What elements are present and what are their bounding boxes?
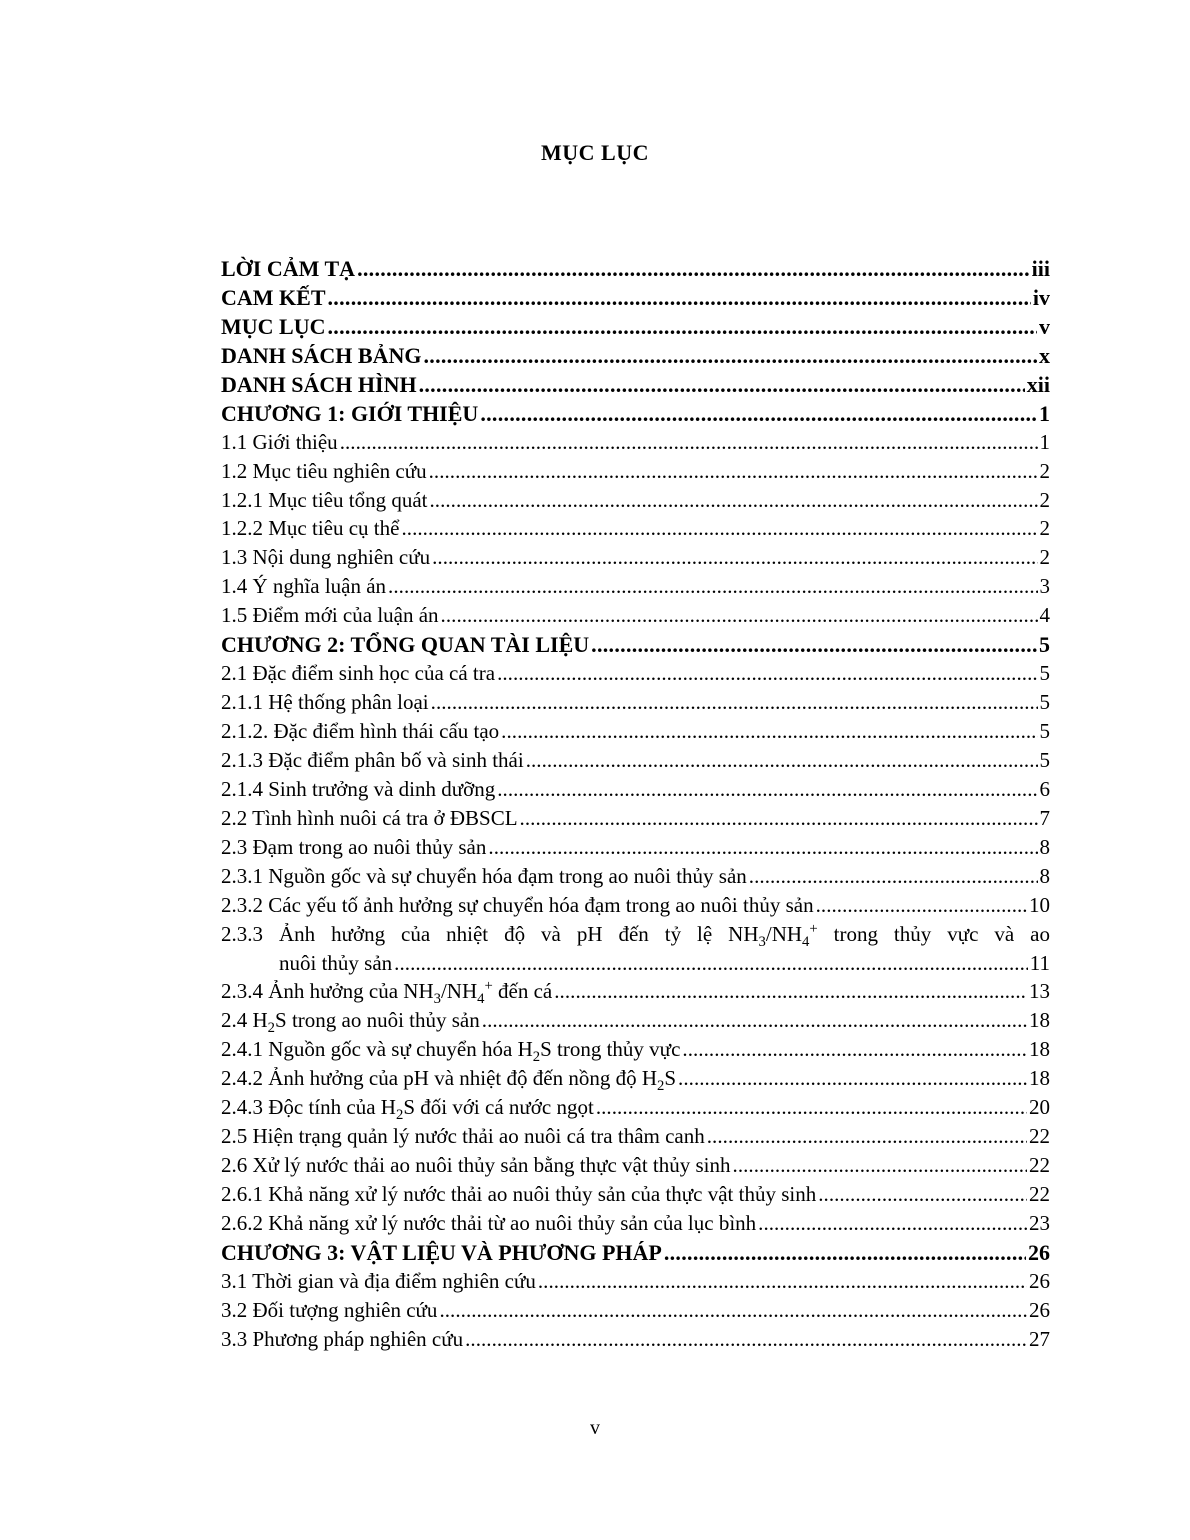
toc-entry[interactable] bbox=[221, 488, 1050, 517]
toc-entry-2-3-4[interactable] bbox=[221, 979, 1050, 1008]
toc-entry-page: 18 bbox=[1029, 1066, 1050, 1091]
toc-entry-page: 22 bbox=[1029, 1124, 1050, 1149]
leader-dots bbox=[488, 835, 1037, 860]
toc-entry-label: 2.1.4 Sinh trưởng và dinh dưỡng bbox=[221, 776, 496, 801]
leader-dots bbox=[401, 516, 1037, 541]
leader-dots bbox=[707, 1124, 1027, 1149]
toc-entry-label: CHƯƠNG 3: VẬT LIỆU VÀ PHƯƠNG PHÁP bbox=[221, 1239, 662, 1265]
toc-entry-label: 1.3 Nội dung nghiên cứu bbox=[221, 545, 431, 570]
leader-dots bbox=[419, 372, 1025, 398]
toc-entry-2-3-3-line2[interactable] bbox=[221, 951, 1050, 980]
toc-chapter-entry[interactable] bbox=[221, 314, 1050, 343]
leader-dots bbox=[423, 343, 1037, 369]
toc-entry[interactable] bbox=[221, 1153, 1050, 1182]
leader-dots bbox=[664, 1240, 1026, 1266]
leader-dots bbox=[501, 719, 1037, 744]
toc-entry-page: 5 bbox=[1039, 719, 1050, 743]
leader-dots bbox=[431, 690, 1038, 715]
toc-entry-label: 2.1.2. Đặc điểm hình thái cấu tạo bbox=[221, 719, 500, 743]
leader-dots bbox=[816, 893, 1027, 918]
toc-entry-label: 2.6.1 Khả năng xử lý nước thải ao nuôi thủy sản của thực vật thủy sinh bbox=[221, 1182, 817, 1206]
toc-entry[interactable] bbox=[221, 806, 1050, 835]
leader-dots bbox=[538, 1269, 1027, 1294]
toc-entry[interactable] bbox=[221, 777, 1050, 806]
toc-entry-label: 2.3.4 Ảnh hưởng của $NH_3/NH_4^+$ đến cá bbox=[221, 978, 553, 1008]
leader-dots bbox=[441, 603, 1038, 628]
page-title: MỤC LỤC bbox=[541, 140, 649, 165]
toc-entry-label: nuôi thủy sản bbox=[279, 950, 393, 975]
page-number-footer: v bbox=[590, 1417, 600, 1439]
toc-entry-page: 1 bbox=[1039, 400, 1050, 426]
toc-entry[interactable] bbox=[221, 459, 1050, 488]
toc-entry-page: x bbox=[1039, 342, 1050, 368]
leader-dots bbox=[439, 1298, 1027, 1323]
toc-entry[interactable] bbox=[221, 748, 1050, 777]
toc-entry[interactable] bbox=[221, 545, 1050, 574]
toc-entry-label: DANH SÁCH BẢNG bbox=[221, 342, 422, 368]
toc-entry-page: 5 bbox=[1039, 747, 1050, 772]
toc-entry-page: 5 bbox=[1039, 632, 1050, 658]
toc-entry[interactable] bbox=[221, 516, 1050, 545]
toc-entry-label: 2.4.2 Ảnh hưởng của pH và nhiệt độ đến nồng độ $H_2S$ bbox=[221, 1066, 677, 1095]
toc-entry-page: 8 bbox=[1039, 834, 1050, 859]
toc-entry-label: LỜI CẢM TẠ bbox=[221, 256, 356, 281]
toc-entry-page: iii bbox=[1031, 256, 1050, 281]
toc-entry-page: 8 bbox=[1039, 863, 1050, 888]
toc-entry-label: 2.3.1 Nguồn gốc và sự chuyển hóa đạm trong ao nuôi thủy sản bbox=[221, 863, 747, 888]
leader-dots bbox=[758, 1211, 1027, 1236]
toc-entry-label: MỤC LỤC bbox=[221, 313, 326, 339]
leader-dots bbox=[388, 574, 1037, 599]
leader-dots bbox=[733, 1153, 1027, 1178]
leader-dots bbox=[554, 979, 1027, 1004]
toc-entry[interactable] bbox=[221, 1182, 1050, 1211]
toc-entry-label: 2.6 Xử lý nước thải ao nuôi thủy sản bằng thực vật thủy sinh bbox=[221, 1153, 731, 1178]
table-of-contents bbox=[221, 256, 1050, 1356]
toc-entry-label: 1.1 Giới thiệu bbox=[221, 429, 338, 454]
leader-dots bbox=[678, 1066, 1027, 1091]
leader-dots bbox=[596, 1095, 1027, 1120]
toc-entry-page: 2 bbox=[1039, 516, 1050, 541]
toc-entry-label: 1.2.2 Mục tiêu cụ thể bbox=[221, 516, 400, 541]
leader-dots bbox=[520, 806, 1038, 831]
toc-entry[interactable] bbox=[221, 1124, 1050, 1153]
toc-entry-page: 26 bbox=[1028, 1239, 1050, 1265]
toc-head-group bbox=[221, 256, 1050, 922]
toc-entry-label: 2.6.2 Khả năng xử lý nước thải từ ao nuôi thủy sản của lục bình bbox=[221, 1210, 757, 1235]
toc-entry-page: 3 bbox=[1039, 574, 1050, 599]
toc-chapter-entry[interactable] bbox=[221, 1240, 1050, 1269]
toc-entry-label: 2.4.3 Độc tính của $H_2S$ đối với cá nước ngọt bbox=[221, 1095, 594, 1124]
toc-entry-page: 1 bbox=[1039, 429, 1050, 454]
toc-entry-page: 4 bbox=[1039, 603, 1050, 628]
toc-entry-label: 2.4 $H_2S$ trong ao nuôi thủy sản bbox=[221, 1008, 480, 1037]
toc-entry-label: CHƯƠNG 2: TỔNG QUAN TÀI LIỆU bbox=[221, 632, 590, 658]
toc-chapter-entry[interactable] bbox=[221, 343, 1050, 372]
toc-entry-page: iv bbox=[1032, 284, 1050, 310]
toc-entry-label: 1.5 Điểm mới của luận án bbox=[221, 603, 439, 628]
toc-chapter-entry[interactable] bbox=[221, 632, 1050, 661]
toc-entry-label: 2.1 Đặc điểm sinh học của cá tra bbox=[221, 661, 496, 686]
toc-entry-page: 26 bbox=[1029, 1268, 1050, 1293]
toc-entry-page: 13 bbox=[1029, 979, 1050, 1004]
toc-entry-label: DANH SÁCH HÌNH bbox=[221, 371, 417, 397]
toc-entry-page: 5 bbox=[1039, 690, 1050, 715]
toc-entry-label: 3.3 Phương pháp nghiên cứu bbox=[221, 1326, 464, 1351]
toc-entry-label: 3.1 Thời gian và địa điểm nghiên cứu bbox=[221, 1268, 536, 1293]
toc-entry-label: 2.1.1 Hệ thống phân loại bbox=[221, 690, 429, 715]
toc-chapter-entry[interactable] bbox=[221, 285, 1050, 314]
toc-entry-label: 2.3.3 Ảnh hưởng của nhiệt độ và pH đến tỷ lệ $NH_3/NH_4^+$ trong thủy vực và ao bbox=[221, 920, 1050, 950]
toc-entry[interactable] bbox=[221, 1298, 1050, 1327]
toc-entry[interactable] bbox=[221, 1211, 1050, 1240]
toc-entry[interactable] bbox=[221, 835, 1050, 864]
toc-entry[interactable] bbox=[221, 574, 1050, 603]
toc-chapter-entry[interactable] bbox=[221, 256, 1050, 285]
toc-entry-label: 1.2.1 Mục tiêu tổng quát bbox=[221, 487, 428, 512]
toc-entry-page: 22 bbox=[1029, 1182, 1050, 1206]
toc-entry-2-4-3[interactable] bbox=[221, 1095, 1050, 1124]
leader-dots bbox=[394, 951, 1028, 976]
leader-dots bbox=[749, 864, 1038, 889]
toc-entry-2-3-3-line1[interactable] bbox=[221, 922, 1050, 951]
toc-entry[interactable] bbox=[221, 893, 1050, 922]
toc-entry-2-4[interactable] bbox=[221, 1008, 1050, 1037]
leader-dots bbox=[591, 632, 1037, 658]
toc-entry-page: 20 bbox=[1029, 1095, 1050, 1120]
toc-entry[interactable] bbox=[221, 603, 1050, 632]
leader-dots bbox=[465, 1327, 1027, 1352]
toc-entry-label: 2.5 Hiện trạng quản lý nước thải ao nuôi cá tra thâm canh bbox=[221, 1124, 705, 1149]
leader-dots bbox=[482, 1008, 1027, 1033]
leader-dots bbox=[328, 314, 1038, 340]
toc-entry-page: 7 bbox=[1039, 805, 1050, 830]
toc-entry-label: 2.4.1 Nguồn gốc và sự chuyển hóa $H_2S$ trong thủy vực bbox=[221, 1037, 681, 1066]
leader-dots bbox=[682, 1037, 1027, 1062]
toc-entry-label: 1.4 Ý nghĩa luận án bbox=[221, 574, 387, 599]
toc-entry-page: 26 bbox=[1029, 1297, 1050, 1322]
toc-entry-page: 22 bbox=[1029, 1153, 1050, 1178]
toc-entry-page: 2 bbox=[1039, 545, 1050, 570]
toc-entry[interactable] bbox=[221, 719, 1050, 748]
toc-entry[interactable] bbox=[221, 430, 1050, 459]
leader-dots bbox=[526, 748, 1038, 773]
toc-entry-page: 27 bbox=[1029, 1326, 1050, 1351]
leader-dots bbox=[429, 488, 1037, 513]
toc-entry[interactable] bbox=[221, 690, 1050, 719]
leader-dots bbox=[497, 777, 1037, 802]
leader-dots bbox=[328, 285, 1031, 311]
toc-entry-page: 23 bbox=[1029, 1210, 1050, 1235]
toc-entry-page: 10 bbox=[1029, 892, 1050, 917]
toc-entry-page: 11 bbox=[1029, 950, 1050, 975]
toc-entry-page: 18 bbox=[1029, 1008, 1050, 1033]
toc-entry-label: CAM KẾT bbox=[221, 284, 326, 310]
toc-entry-page: 2 bbox=[1039, 487, 1050, 512]
toc-entry-label: 1.2 Mục tiêu nghiên cứu bbox=[221, 458, 427, 483]
toc-entry-label: 2.1.3 Đặc điểm phân bố và sinh thái bbox=[221, 747, 524, 772]
toc-entry[interactable] bbox=[221, 1269, 1050, 1298]
leader-dots bbox=[357, 256, 1030, 282]
leader-dots bbox=[432, 545, 1037, 570]
toc-entry-page: 18 bbox=[1029, 1037, 1050, 1062]
toc-entry-2-4-2[interactable] bbox=[221, 1066, 1050, 1095]
leader-dots bbox=[340, 430, 1038, 455]
toc-chapter-entry[interactable] bbox=[221, 401, 1050, 430]
toc-chapter-entry[interactable] bbox=[221, 372, 1050, 401]
toc-entry-label: 2.2 Tình hình nuôi cá tra ở ĐBSCL bbox=[221, 805, 518, 830]
toc-entry[interactable] bbox=[221, 661, 1050, 690]
toc-entry-label: 2.3 Đạm trong ao nuôi thủy sản bbox=[221, 834, 487, 859]
toc-entry-page: 5 bbox=[1039, 661, 1050, 686]
toc-entry-2-4-1[interactable] bbox=[221, 1037, 1050, 1066]
toc-entry-page: xii bbox=[1026, 371, 1050, 397]
toc-entry[interactable] bbox=[221, 864, 1050, 893]
leader-dots bbox=[480, 401, 1037, 427]
toc-entry-page: 6 bbox=[1039, 776, 1050, 801]
toc-entry-label: 3.2 Đối tượng nghiên cứu bbox=[221, 1297, 438, 1322]
toc-entry-page: 2 bbox=[1039, 458, 1050, 483]
toc-tail-group bbox=[221, 1124, 1050, 1356]
toc-entry[interactable] bbox=[221, 1327, 1050, 1356]
leader-dots bbox=[497, 661, 1037, 686]
toc-entry-label: 2.3.2 Các yếu tố ảnh hưởng sự chuyển hóa đạm trong ao nuôi thủy sản bbox=[221, 892, 814, 917]
leader-dots bbox=[818, 1182, 1027, 1207]
toc-entry-label: CHƯƠNG 1: GIỚI THIỆU bbox=[221, 400, 479, 426]
leader-dots bbox=[429, 459, 1038, 484]
toc-entry-page: v bbox=[1039, 313, 1050, 339]
